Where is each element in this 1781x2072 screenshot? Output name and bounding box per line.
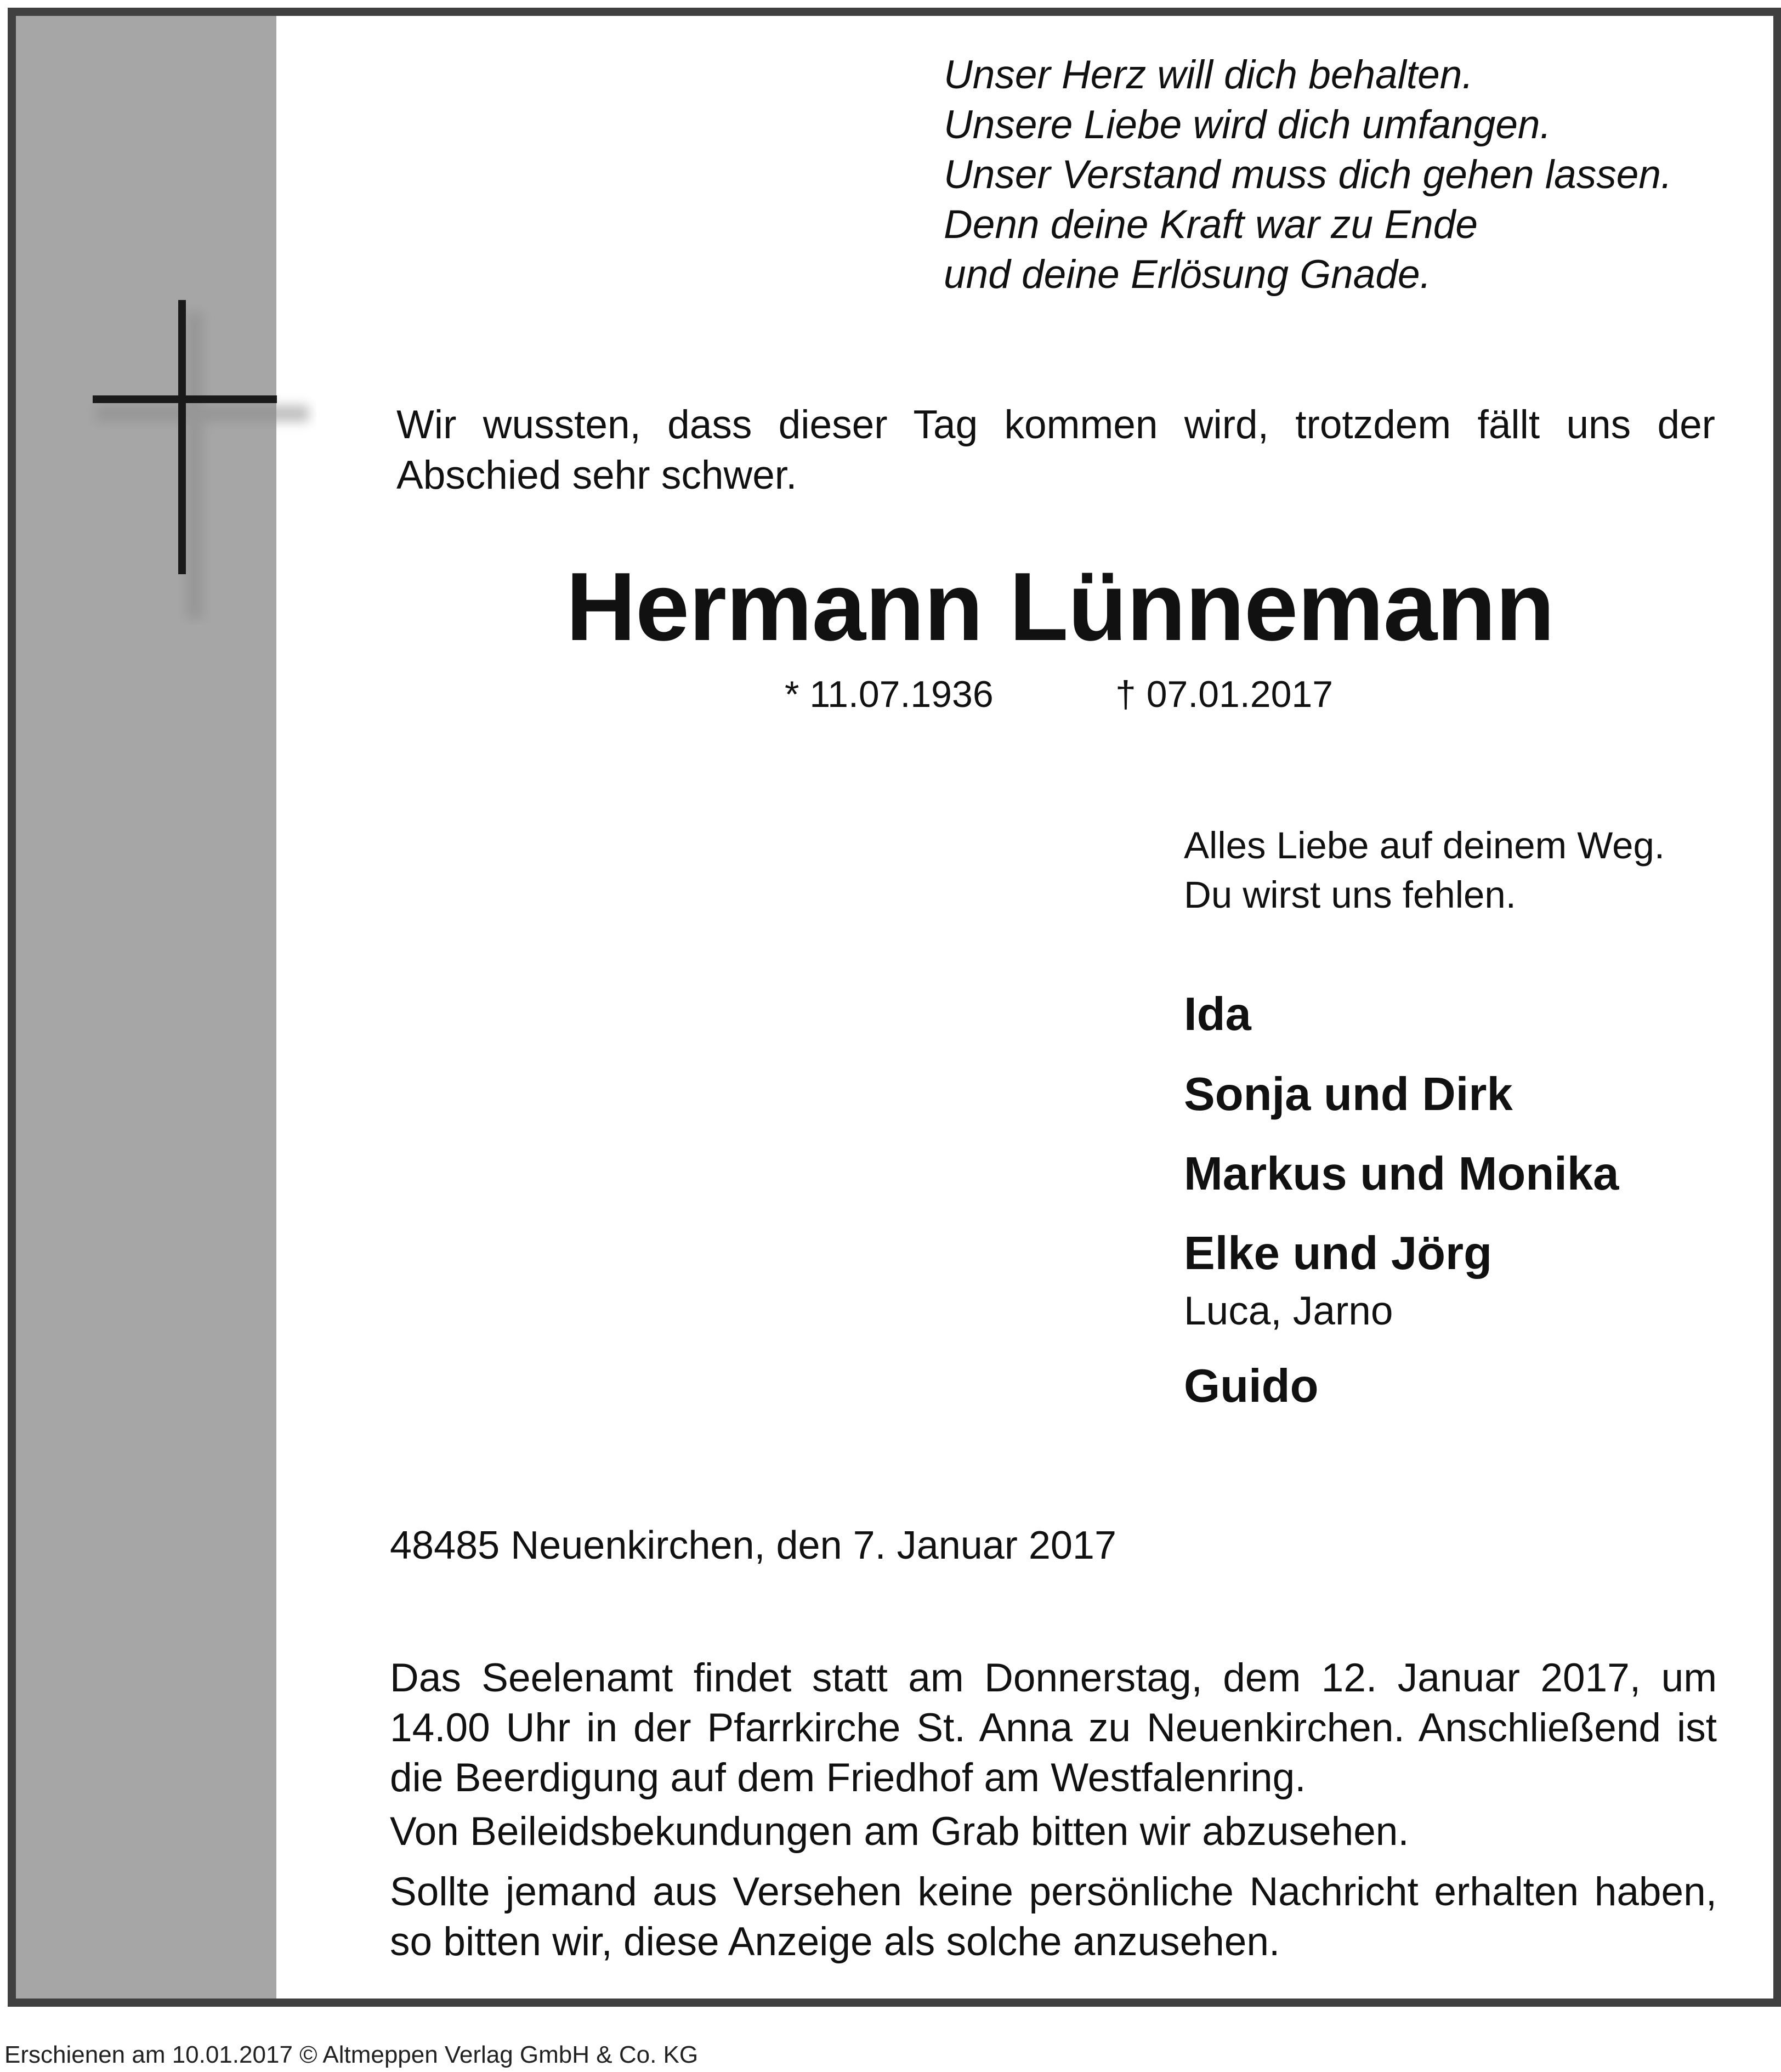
mourner-children: Luca, Jarno <box>1184 1289 1393 1333</box>
mourner-name: Ida <box>1184 988 1251 1040</box>
publication-footer: Erschienen am 10.01.2017 © Altmeppen Verlag GmbH & Co. KG <box>4 2041 699 2068</box>
death-date: † 07.01.2017 <box>1115 673 1334 715</box>
place-date: 48485 Neuenkirchen, den 7. Januar 2017 <box>390 1524 1117 1567</box>
farewell-text <box>1184 821 1665 920</box>
cross-icon <box>86 296 316 625</box>
poem-line: und deine Erlösung Gnade. <box>944 252 1431 297</box>
announcement-notice: Sollte jemand aus Versehen keine persönliche Nachricht erhalten haben, so bitten wir, diese Anzeige als solche anzusehen. <box>390 1870 1717 1964</box>
poem-line: Unser Herz will dich behalten. <box>944 53 1473 97</box>
poem-line: Unsere Liebe wird dich umfangen. <box>944 103 1551 147</box>
birth-date: * 11.07.1936 <box>785 673 994 715</box>
intro-text: Wir wussten, dass dieser Tag kommen wird, trotzdem fällt uns der Abschied sehr schwer. <box>396 403 1715 497</box>
mourner-name: Sonja und Dirk <box>1184 1068 1513 1120</box>
mourner-name: Elke und Jörg <box>1184 1227 1493 1280</box>
poem-line: Denn deine Kraft war zu Ende <box>944 202 1478 247</box>
condolence-notice: Von Beileidsbekundungen am Grab bitten wir abzusehen. <box>390 1809 1409 1854</box>
farewell-line: Du wirst uns fehlen. <box>1184 874 1516 916</box>
farewell-line: Alles Liebe auf deinem Weg. <box>1184 824 1665 867</box>
mourner-name: Markus und Monika <box>1184 1148 1619 1200</box>
funeral-notice: Das Seelenamt findet statt am Donnerstag, dem 12. Januar 2017, um 14.00 Uhr in der Pfarrkirche St. Anna zu Neuenkirchen. Anschließend ist die Beerdigung auf dem Friedhof am Westfalenring. <box>390 1656 1717 1800</box>
deceased-name: Hermann Lünnemann <box>566 552 1555 661</box>
mourner-name: Guido <box>1184 1360 1319 1412</box>
poem-line: Unser Verstand muss dich gehen lassen. <box>944 152 1672 197</box>
obituary-frame <box>8 8 1781 2007</box>
poem <box>944 50 1672 299</box>
